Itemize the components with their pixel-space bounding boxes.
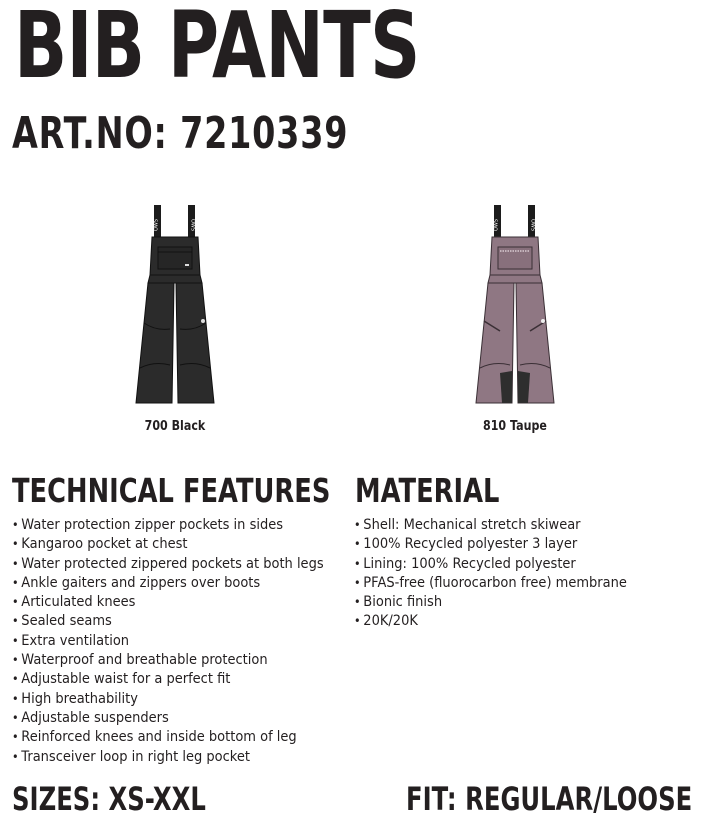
material-item: • 20K/20K [354, 613, 418, 630]
fit-label: FIT: REGULAR/LOOSE [406, 780, 693, 818]
feature-item: • Water protection zipper pockets in sides [12, 517, 284, 533]
bib-pants-black-illustration [130, 203, 220, 408]
product-variant-taupe [435, 203, 595, 434]
svg-text:OWS: OWS [529, 218, 536, 232]
feature-item: • Adjustable waist for a perfect fit [12, 671, 231, 688]
svg-text:OWS: OWS [189, 218, 196, 232]
variant-caption: 810 Taupe [483, 418, 547, 434]
feature-item: • Articulated knees [12, 594, 136, 611]
technical-features-heading: TECHNICAL FEATURES [12, 471, 331, 510]
sizes-label: SIZES: XS-XXL [12, 780, 206, 818]
article-number: ART.NO: 7210339 [12, 108, 349, 159]
feature-item: • Waterproof and breathable protection [12, 652, 268, 669]
bib-pants-taupe-illustration [470, 203, 560, 408]
feature-item: • Kangaroo pocket at chest [12, 536, 188, 553]
feature-item: • Adjustable suspenders [12, 709, 169, 726]
material-item: • PFAS-free (fluorocarbon free) membrane [354, 574, 627, 591]
feature-item: • Sealed seams [12, 613, 112, 630]
material-item: • Lining: 100% Recycled polyester [354, 555, 576, 572]
feature-item: • Water protected zippered pockets at both legs [12, 555, 324, 572]
feature-item: • Reinforced knees and inside bottom of leg [12, 729, 297, 746]
feature-item: • Transceiver loop in right leg pocket [12, 748, 251, 765]
material-item: • Bionic finish [354, 594, 443, 611]
svg-text:OWS: OWS [153, 218, 160, 232]
feature-item: • Ankle gaiters and zippers over boots [12, 574, 261, 591]
feature-item: • Extra ventilation [12, 632, 130, 649]
feature-item: • High breathability [12, 690, 138, 707]
material-item: • Shell: Mechanical stretch skiwear [354, 517, 581, 533]
variant-caption: 700 Black [144, 418, 206, 434]
material-heading: MATERIAL [355, 471, 500, 510]
material-item: • 100% Recycled polyester 3 layer [354, 536, 578, 553]
material-list [354, 516, 647, 632]
product-variant-black [95, 203, 255, 434]
product-title: BIB PANTS [14, 0, 420, 99]
svg-text:OWS: OWS [493, 218, 500, 232]
technical-features-list [12, 516, 347, 767]
